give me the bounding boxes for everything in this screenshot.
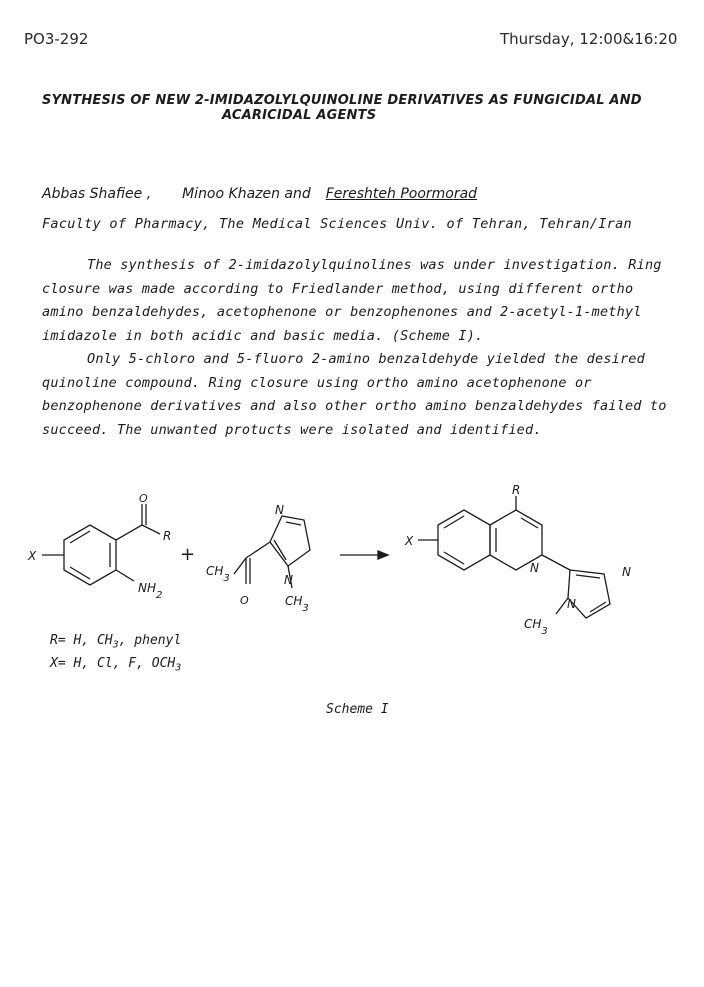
author-1: Abbas Shafiee , [42,186,152,202]
acetyl-methyl-label: $CH_3$ [206,564,230,584]
product-n-methyl-label: $CH_3$ [524,617,548,637]
quinoline-product [418,496,610,618]
quinoline-n-label: N [530,561,539,575]
abstract-paragraph-1: The synthesis of 2-imidazolylquinolines was under investigation. Ring closure was made according to Friedlander method, using different ortho amino benzaldehydes, acetophenone or benzophenones and 2-acetyl-1-methyl imidazole in both acidic and basic media. (Scheme I). [42,257,662,344]
product-r-label: R [512,483,521,497]
author-3: Fereshteh Poormorad [325,186,478,202]
product-imidazole-n3-label: N [622,565,631,579]
session-time: Thursday, 12:00&16:20 [500,30,678,48]
legend-x-values: X= H, Cl, F, $OCH_3$ [50,656,182,674]
carbonyl-o-label: O [139,492,148,505]
abstract-body [42,254,682,442]
amino-label: $NH_2$ [138,581,163,601]
benzaldehyde-ring [42,504,160,585]
n-methyl-label: $CH_3$ [285,594,309,614]
substituent-r-label: R [163,529,172,543]
legend-r-values: R= H, $CH_3$, phenyl [50,633,182,651]
acetyl-imidazole [234,516,310,588]
paper-title-line2: ACARICIDAL AGENTS [222,108,377,123]
imidazole-n3-label: N [275,503,284,517]
abstract-paragraph-2: Only 5-chloro and 5-fluoro 2-amino benzaldehyde yielded the desired quinoline compound. Ring closure using ortho amino acetophenone or benzophenone derivatives and also other ortho amino benzaldehydes failed to succeed. The unwanted protucts were isolated and identified. [42,351,667,438]
scheme-caption: Scheme I [326,702,389,717]
product-x-label: X [405,534,414,548]
author-list [42,186,477,202]
product-imidazole-n1-label: N [567,597,576,611]
affiliation: Faculty of Pharmacy, The Medical Sciences Univ. of Tehran, Tehran/Iran [42,216,632,232]
substituent-x-label: X [28,549,37,563]
plus-sign: + [180,544,196,565]
abstract-code: PO3-292 [24,30,89,48]
imidazole-n1-label: N [284,573,293,587]
paper-title-line1: SYNTHESIS OF NEW 2-IMIDAZOLYLQUINOLINE DERIVATIVES AS FUNGICIDAL AND [42,93,642,108]
acetyl-o-label: O [240,594,249,607]
author-2: Minoo Khazen and [182,186,311,202]
